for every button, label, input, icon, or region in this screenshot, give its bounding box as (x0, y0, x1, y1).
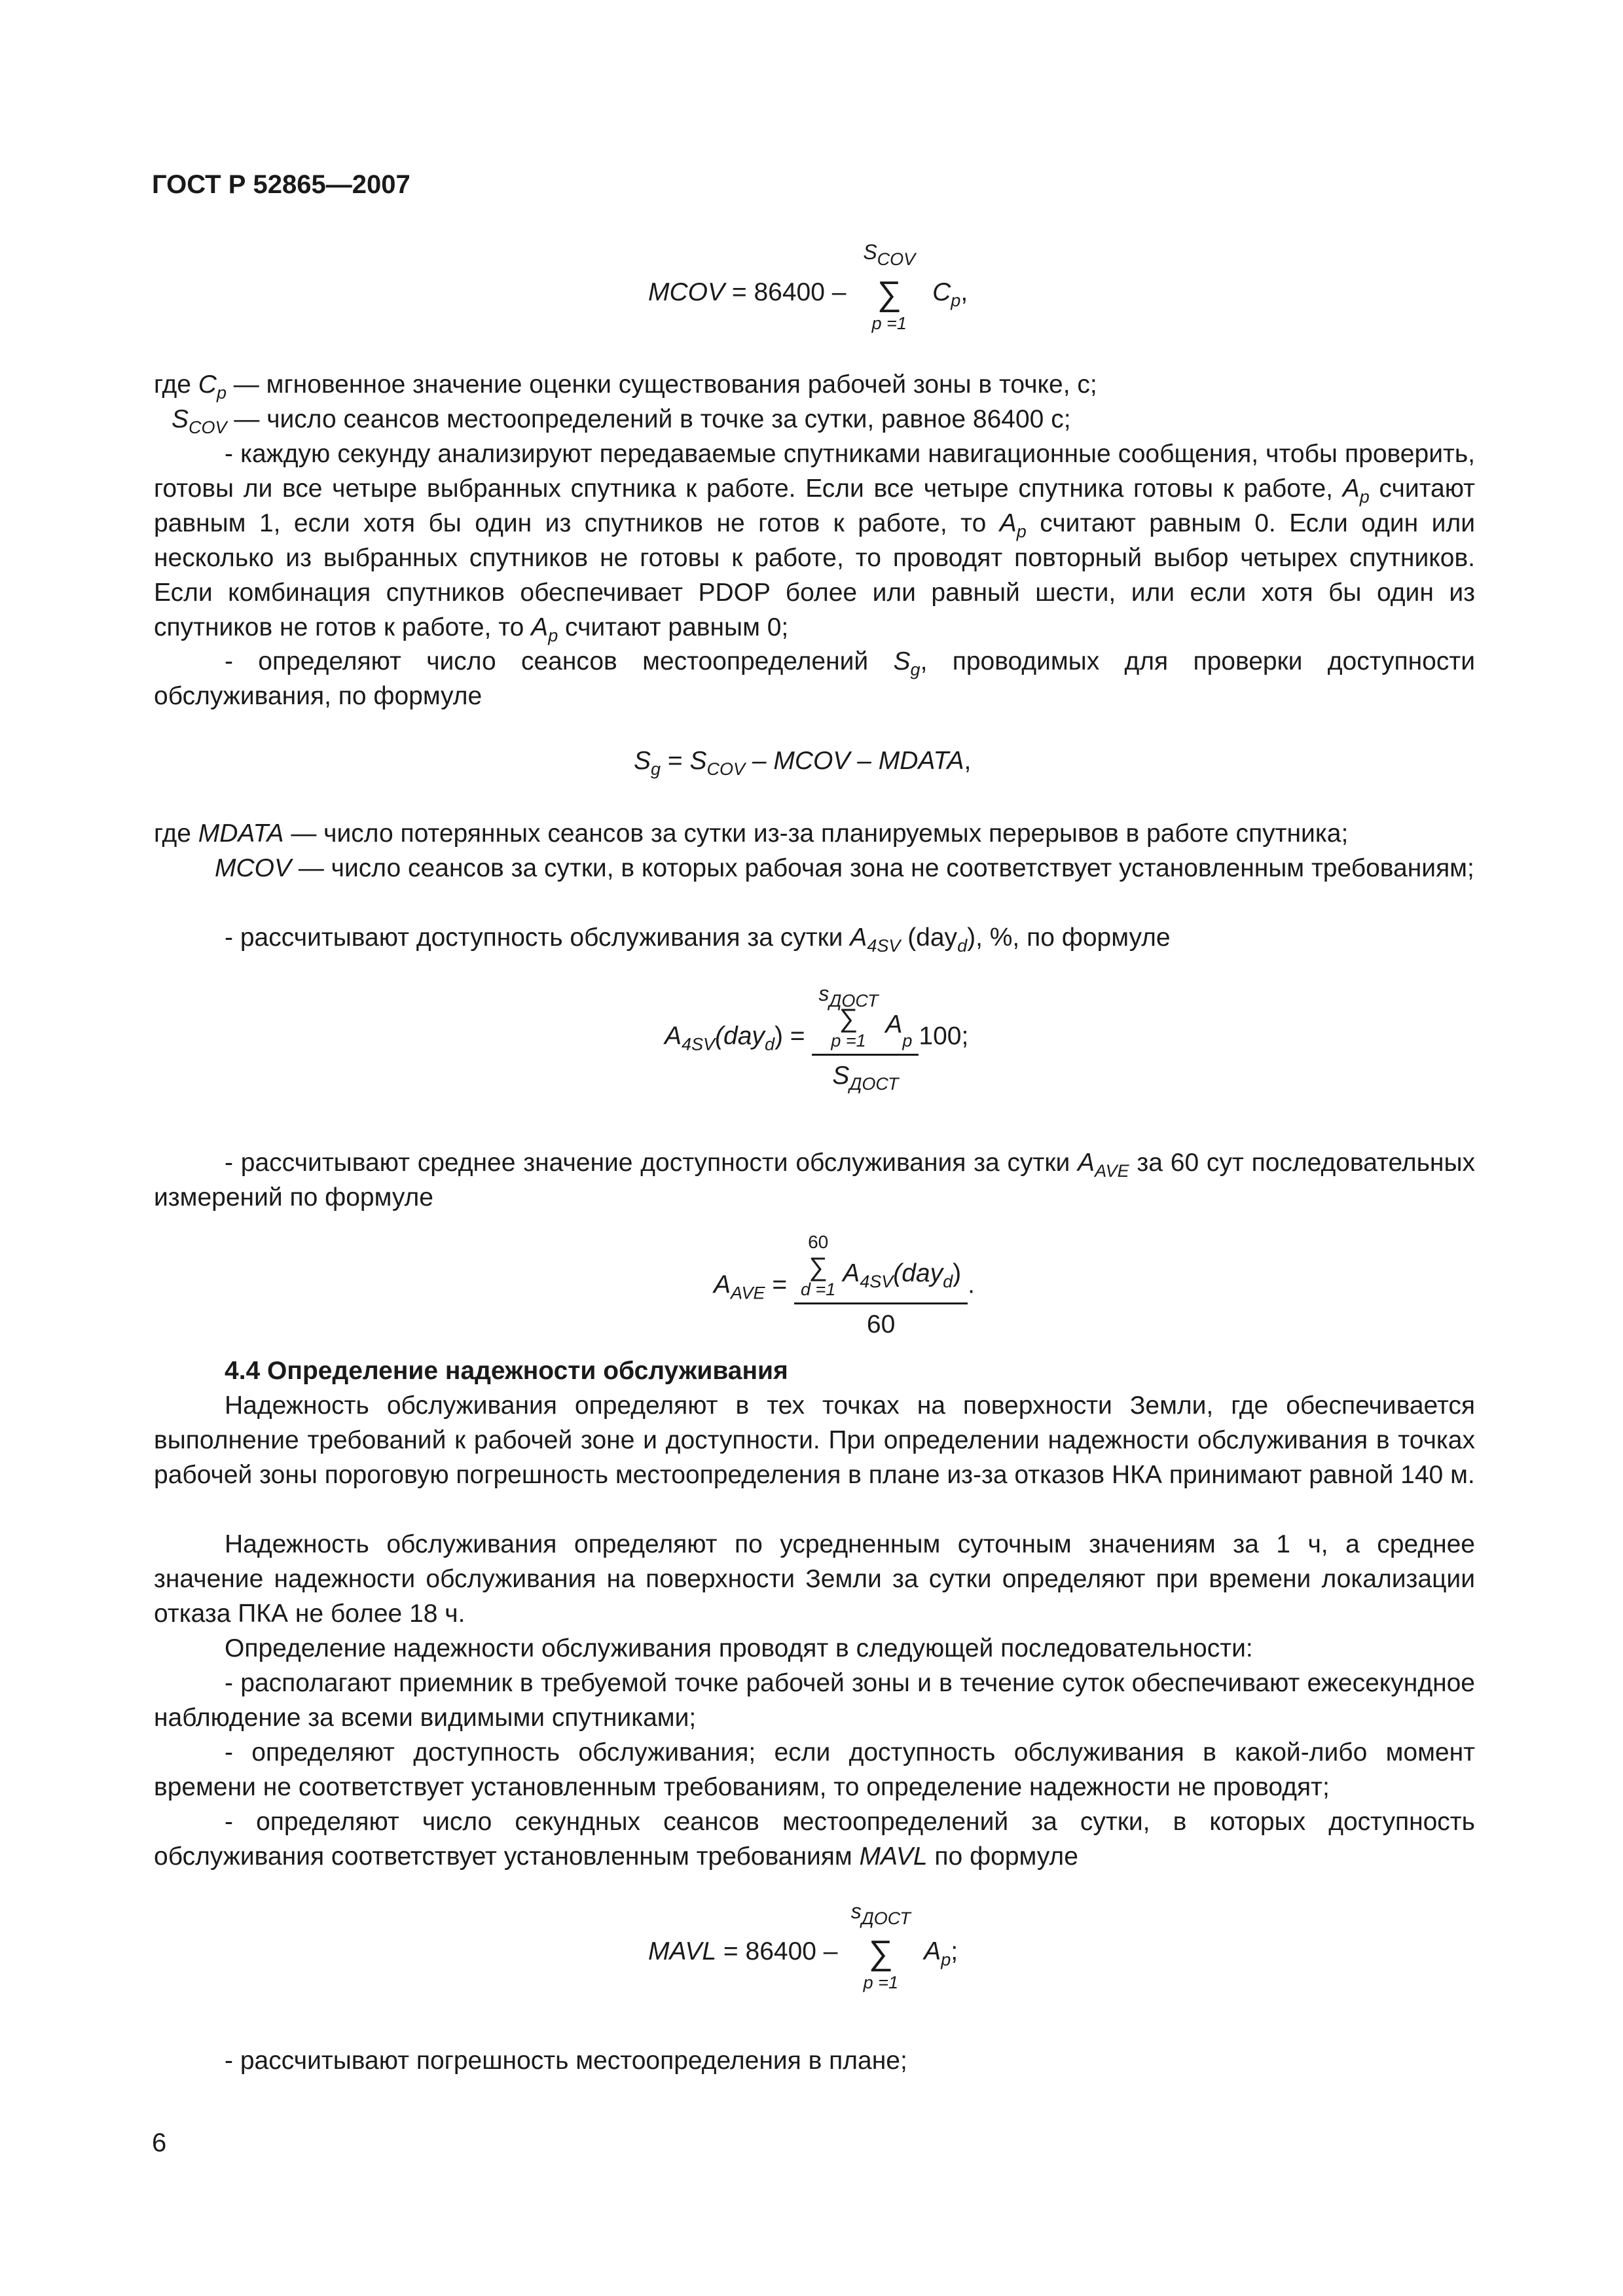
formula-sg: $S_g = S_{COV}$ – MCOV – MDATA, (634, 747, 972, 779)
paragraph-reliability-1: Надежность обслуживания определяют в тех точках на поверхности Земли, где обеспечивается выполнение требований к рабочей зоне и доступности. При определении надежности обслуживания в точках рабочей зоны пороговую погрешность местоопределения в плане из-за отказов НКА принимают равной 140 м. (154, 1391, 1475, 1489)
paragraph-reliability-2: Надежность обслуживания определяют по усредненным суточным значениям за 1 ч, а среднее значение надежности обслуживания на поверхности Земли за сутки определяют при времени локализации отказа ПКА не более 18 ч. (154, 1530, 1475, 1628)
formula-mavl: MAVL = 86400 – $s_{ДОСТ}$ ∑ p =1 $A_p$; (648, 1899, 958, 1992)
paragraph-a4sv: - рассчитывают доступность обслуживания за сутки $A_{4SV}$ (day$_d$), %, по формуле (225, 924, 1171, 956)
paragraph-step-mavl: - определяют число секундных сеансов местоопределений за сутки, в которых доступность обслуживания соответствует установленным требованиям MAVL по формуле (154, 1808, 1475, 1871)
section-heading: 4.4 Определение надежности обслуживания (225, 1357, 788, 1385)
paragraph-where-cp: где $C_p$ — мгновенное значение оценки существования рабочей зоны в точке, с; (154, 370, 1097, 403)
sum-symbol: $S_{COV}$ ∑ p =1 (863, 240, 916, 333)
paragraph-sequence: Определение надежности обслуживания проводят в следующей последовательности: (225, 1634, 1253, 1662)
paragraph-satellite-check: - каждую секунду анализируют передаваемые спутниками навигационные сообщения, чтобы проверить, готовы ли все четыре выбранных спутника к работе. Если все четыре спутника готовы к работе, $A_p$ считают равным 1, если хотя бы один из спутников не готов к работе, то $A_p$ считают равным 0. Если один или несколько из выбранных спутников не готовы к работе, то проводят повторный выбор четырех спутников. Если комбинация спутников обеспечивает PDOP более или равный шести, или если хотя бы один из спутников не готов к работе, то $A_p$ считают равным 0; (154, 440, 1475, 645)
paragraph-aave: - рассчитывают среднее значение доступности обслуживания за сутки $A_{AVE}$ за 60 сут последовательных измерений по формуле (154, 1149, 1476, 1211)
sum-symbol: $s_{ДОСТ}$ ∑ p =1 (850, 1899, 911, 1992)
page-header: ГОСТ Р 52865—2007 (152, 170, 410, 199)
page-number: 6 (152, 2128, 167, 2157)
fraction-aave: 60 ∑ d =1 $A_{4SV}(day_d)$ 60 (794, 1230, 968, 1342)
paragraph-mdata: где MDATA — число потерянных сеансов за сутки из-за планируемых перерывов в работе спутника; (154, 819, 1349, 848)
paragraph-sg-definition: - определяют число сеансов местоопределений $S_g$, проводимых для проверки доступности обслуживания, по формуле (154, 647, 1475, 710)
formula-mcov: MCOV = 86400 – $S_{COV}$ ∑ p =1 $C_p$, (648, 240, 968, 333)
paragraph-step-error: - рассчитывают погрешность местоопределения в плане; (225, 2047, 907, 2075)
formula-a4sv: $A_{4SV}(day_d)$ = $s_{ДОСТ}$ ∑ p =1 $A_p$ $S_{ДОСТ}$ 100; (665, 982, 969, 1094)
formula-aave: $A_{AVE}$ = 60 ∑ d =1 $A_{4SV}(day_d)$ 60 . (714, 1230, 975, 1342)
fraction-a4sv: $s_{ДОСТ}$ ∑ p =1 $A_p$ $S_{ДОСТ}$ (812, 982, 919, 1093)
paragraph-mcov: MCOV — число сеансов за сутки, в которых рабочая зона не соответствует установленным требованиям; (215, 854, 1474, 882)
paragraph-scov: $S_{COV}$ — число сеансов местоопределений в точке за сутки, равное 86400 с; (172, 405, 1071, 437)
paragraph-step-receiver: - располагают приемник в требуемой точке рабочей зоны и в течение суток обеспечивают ежесекундное наблюдение за всеми видимыми спутниками; (154, 1669, 1475, 1732)
paragraph-step-availability: - определяют доступность обслуживания; если доступность обслуживания в какой-либо момент времени не соответствует установленным требованиям, то определение надежности не проводят; (154, 1738, 1475, 1801)
